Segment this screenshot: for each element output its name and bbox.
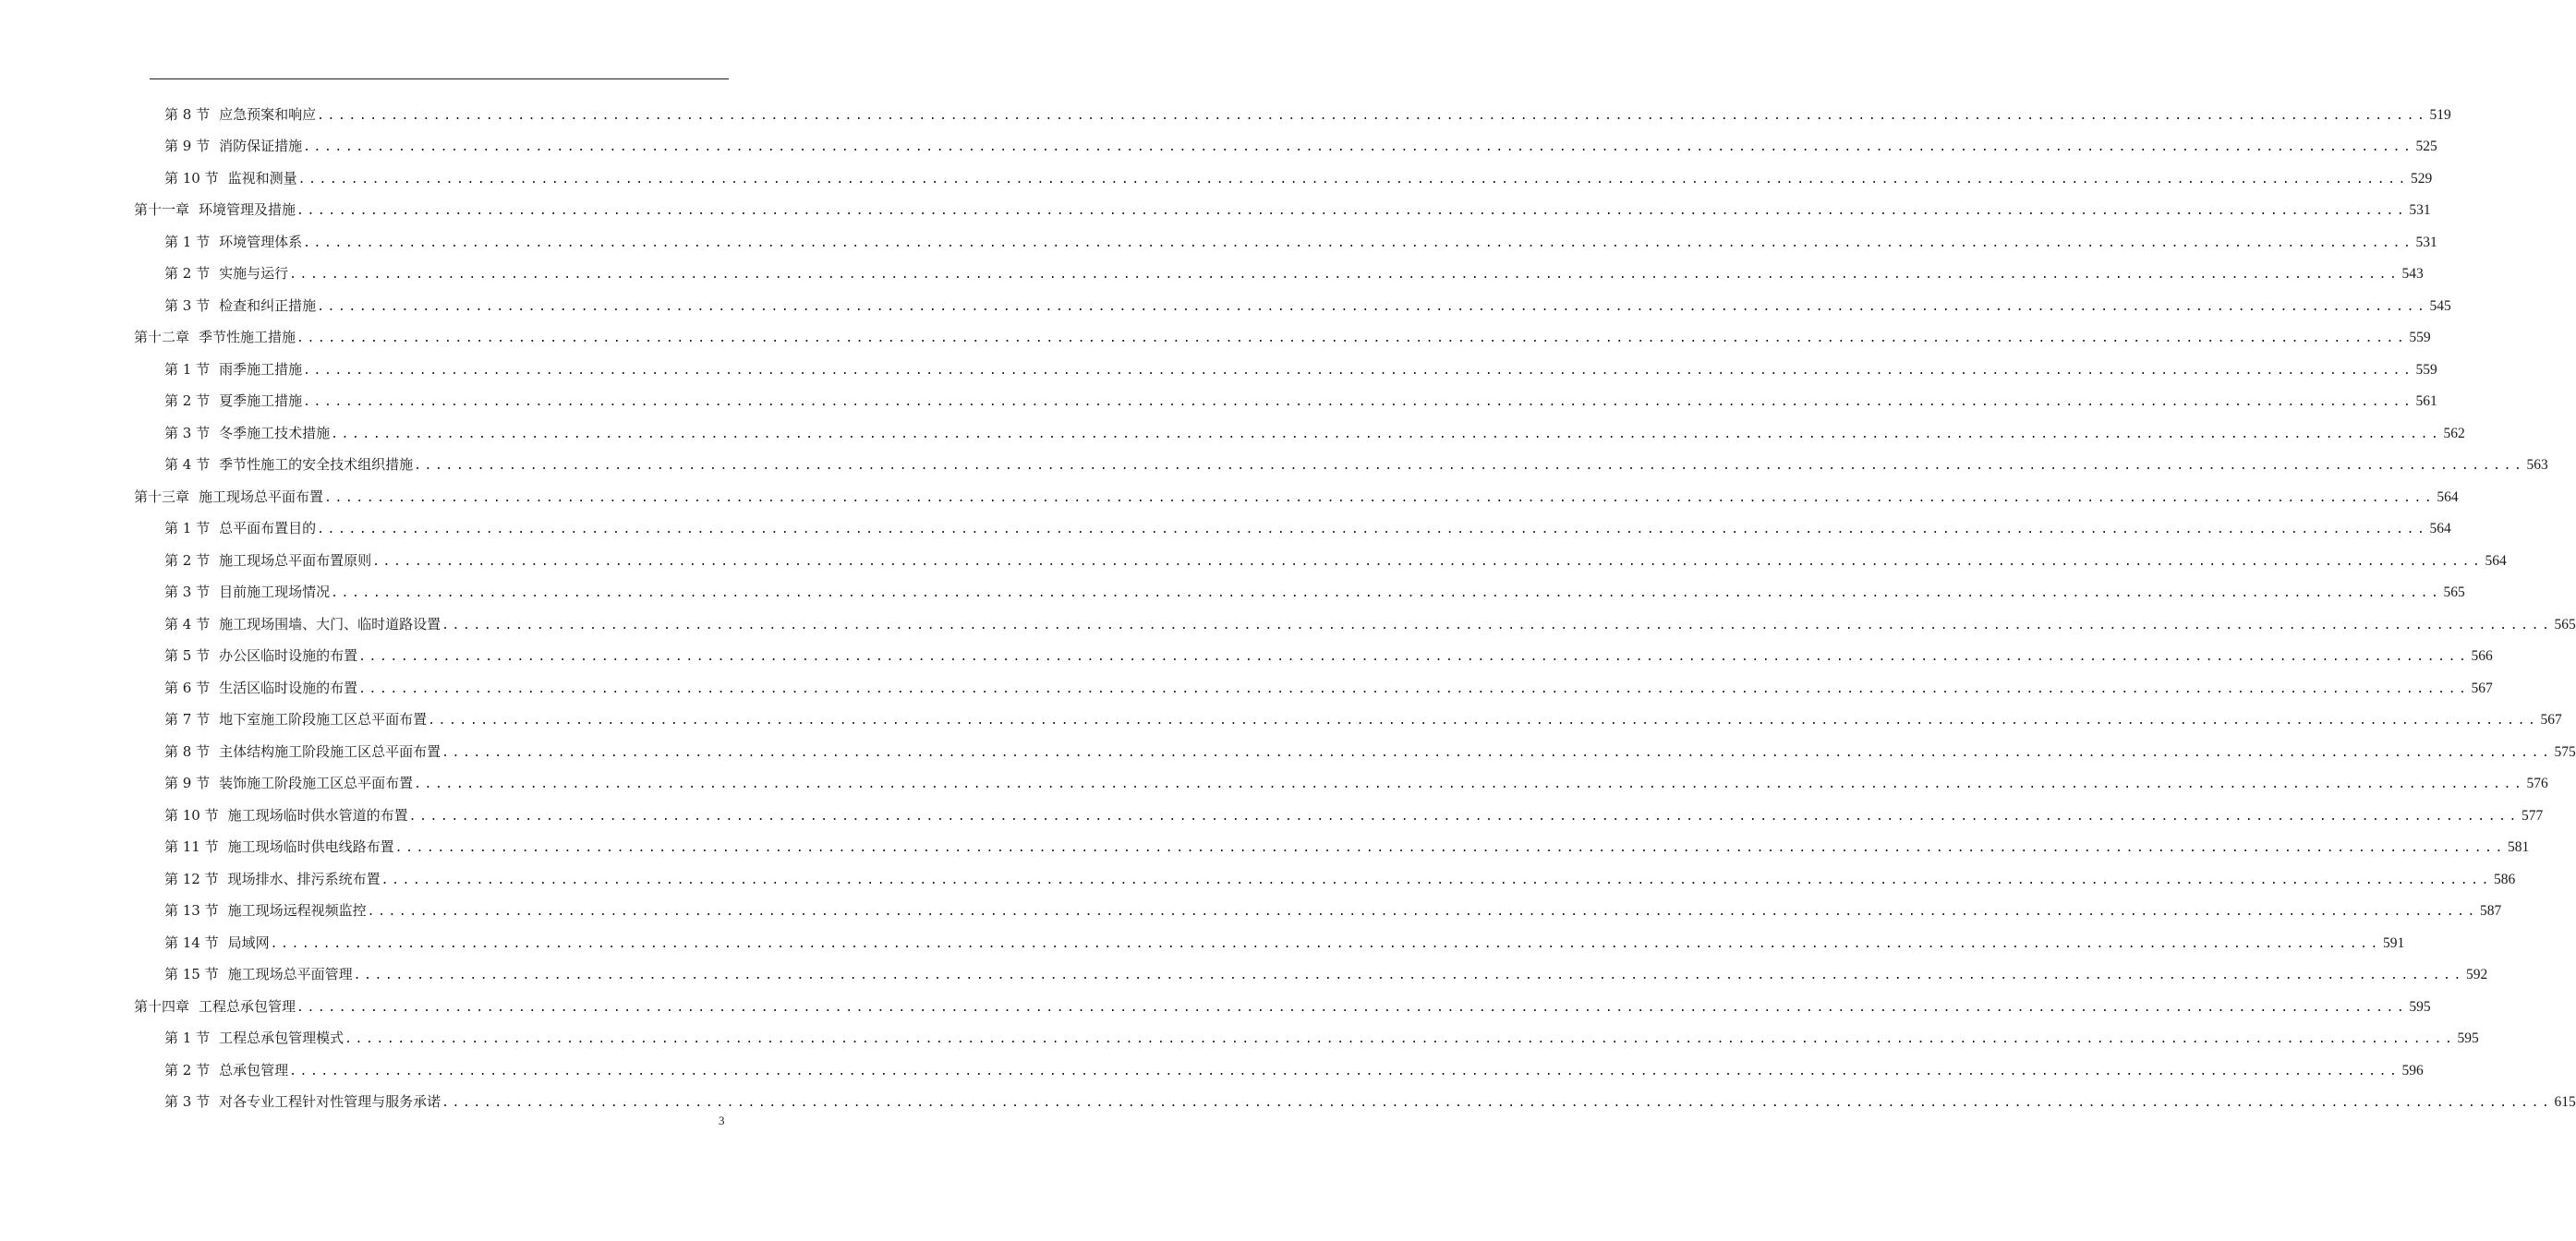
toc-entry-number: 第 1 节 [164, 233, 211, 250]
toc-dot-leader: ........................................................................................................................................................................................................ [345, 1032, 2456, 1047]
toc-section-entry[interactable] [0, 671, 2493, 704]
toc-entry-page: 586 [2493, 871, 2516, 887]
toc-dot-leader: ........................................................................................................................................................................................................ [358, 681, 2470, 696]
toc-section-entry[interactable] [0, 512, 2451, 545]
toc-entry-number: 第 2 节 [164, 265, 211, 283]
toc-entry-page: 567 [2540, 712, 2562, 729]
toc-entry-title: 雨季施工措施 [219, 360, 303, 378]
toc-entry-line [164, 964, 2488, 983]
toc-entry-number: 第 3 节 [164, 584, 211, 601]
toc-section-entry[interactable] [0, 1054, 2424, 1086]
toc-entry-line [164, 518, 2451, 537]
toc-entry-title: 装饰施工阶段施工区总平面布置 [219, 775, 414, 792]
toc-entry-line [164, 550, 2507, 570]
toc-entry-line [164, 263, 2424, 283]
toc-dot-leader: ........................................................................................................................................................................................................ [358, 650, 2470, 665]
toc-entry-title: 应急预案和响应 [219, 105, 317, 123]
toc-section-entry[interactable] [0, 799, 2544, 831]
toc-entry-number: 第 8 节 [164, 742, 211, 760]
toc-entry-page: 559 [2409, 330, 2431, 346]
toc-entry-line [134, 996, 2431, 1016]
toc-entry-title: 总平面布置目的 [219, 520, 317, 537]
toc-entry-title: 环境管理及措施 [199, 201, 296, 219]
toc-section-entry[interactable] [0, 735, 2576, 767]
toc-entry-page: 543 [2401, 266, 2424, 283]
toc-entry-title: 目前施工现场情况 [219, 584, 331, 601]
toc-entry-line [164, 423, 2465, 442]
toc-entry-page: 519 [2429, 106, 2451, 123]
toc-entry-line [164, 869, 2516, 888]
toc-entry-title: 消防保证措施 [219, 138, 303, 155]
toc-dot-leader: ........................................................................................................................................................................................................ [317, 523, 2428, 537]
toc-section-entry[interactable] [0, 353, 2437, 385]
toc-entry-line [164, 391, 2437, 410]
page-number: 3 [719, 1114, 725, 1127]
toc-dot-leader: ........................................................................................................................................................................................................ [441, 1096, 2553, 1111]
toc-dot-leader: ........................................................................................................................................................................................................ [428, 714, 2539, 729]
toc-entry-line [164, 1060, 2424, 1079]
toc-entry-number: 第 10 节 [164, 169, 219, 187]
toc-entry-number: 第 2 节 [164, 1061, 211, 1078]
toc-entry-title: 现场排水、排污系统布置 [227, 870, 381, 887]
toc-entry-number: 第 8 节 [164, 105, 211, 123]
toc-section-entry[interactable] [0, 385, 2437, 417]
toc-dot-leader: ........................................................................................................................................................................................................ [303, 235, 2414, 250]
toc-entry-number: 第 1 节 [164, 520, 211, 537]
toc-entry-title: 施工现场总平面布置 [199, 488, 324, 505]
toc-entry-line [164, 232, 2437, 251]
toc-entry-line [134, 487, 2459, 506]
toc-section-entry[interactable] [0, 162, 2433, 194]
toc-entry-page: 562 [2443, 425, 2465, 441]
toc-entry-line [164, 1028, 2479, 1047]
toc-entry-page: 525 [2415, 139, 2437, 155]
toc-entry-number: 第 4 节 [164, 456, 211, 474]
toc-entry-title: 办公区临时设施的布置 [219, 647, 358, 665]
toc-entry-page: 565 [2554, 616, 2576, 633]
toc-entry-title: 检查和纠正措施 [219, 296, 317, 314]
toc-entry-line [164, 614, 2576, 633]
toc-entry-title: 实施与运行 [219, 265, 289, 283]
toc-dot-leader: ........................................................................................................................................................................................................ [303, 395, 2414, 410]
toc-dot-leader: ........................................................................................................................................................................................................ [331, 427, 2442, 441]
toc-entry-number: 第 3 节 [164, 296, 211, 314]
toc-entry-number: 第 5 节 [164, 647, 211, 665]
toc-dot-leader: ........................................................................................................................................................................................................ [317, 299, 2428, 314]
toc-dot-leader: ........................................................................................................................................................................................................ [289, 1064, 2401, 1078]
toc-entry-page: 592 [2465, 967, 2488, 983]
toc-entry-number: 第 3 节 [164, 1093, 211, 1111]
toc-entry-line [164, 295, 2451, 315]
toc-entry-number: 第 2 节 [164, 392, 211, 410]
toc-entry-number: 第 13 节 [164, 902, 219, 920]
toc-section-entry[interactable] [0, 608, 2576, 640]
toc-entry-line [134, 327, 2431, 346]
toc-entry-title: 施工现场围墙、大门、临时道路设置 [219, 615, 441, 633]
toc-entry-line [164, 837, 2530, 856]
toc-entry-page: 596 [2401, 1062, 2424, 1078]
toc-section-entry[interactable] [0, 704, 2562, 736]
toc-entry-page: 565 [2443, 584, 2465, 601]
toc-entry-title: 冬季施工技术措施 [219, 424, 331, 441]
toc-entry-title: 施工现场总平面布置原则 [219, 551, 372, 569]
toc-entry-title: 环境管理体系 [219, 233, 303, 250]
toc-entry-title: 局域网 [227, 934, 270, 951]
toc-entry-title: 季节性施工措施 [199, 329, 296, 346]
toc-entry-page: 577 [2521, 807, 2544, 824]
toc-entry-number: 第 10 节 [164, 806, 219, 824]
toc-dot-leader: ........................................................................................................................................................................................................ [381, 873, 2492, 887]
toc-section-entry[interactable] [0, 258, 2424, 290]
toc-entry-title: 施工现场临时供电线路布置 [227, 838, 394, 856]
toc-chapter-entry[interactable] [0, 194, 2431, 226]
toc-entry-page: 581 [2507, 839, 2530, 856]
toc-entry-page: 564 [2485, 552, 2507, 569]
toc-entry-page: 591 [2382, 934, 2405, 951]
toc-dot-leader: ........................................................................................................................................................................................................ [441, 618, 2553, 633]
toc-entry-number: 第十一章 [134, 201, 190, 219]
toc-entry-number: 第 1 节 [164, 1030, 211, 1047]
toc-entry-line [164, 741, 2576, 761]
toc-section-entry[interactable] [0, 926, 2405, 958]
table-of-contents [0, 98, 2576, 1117]
toc-entry-number: 第 12 节 [164, 870, 219, 887]
toc-entry-page: 545 [2429, 297, 2451, 314]
toc-dot-leader: ........................................................................................................................................................................................................ [414, 459, 2525, 474]
toc-section-entry[interactable] [0, 130, 2437, 163]
toc-entry-line [164, 104, 2451, 124]
toc-entry-line [134, 199, 2431, 219]
toc-entry-number: 第 11 节 [164, 838, 219, 856]
toc-section-entry[interactable] [0, 831, 2530, 863]
toc-entry-page: 587 [2479, 903, 2502, 920]
toc-entry-line [164, 136, 2437, 155]
toc-section-entry[interactable] [0, 767, 2548, 800]
toc-entry-number: 第 3 节 [164, 424, 211, 441]
toc-dot-leader: ........................................................................................................................................................................................................ [296, 204, 2408, 219]
toc-dot-leader: ........................................................................................................................................................................................................ [303, 363, 2414, 378]
toc-entry-page: 529 [2410, 170, 2433, 187]
toc-entry-number: 第 9 节 [164, 138, 211, 155]
toc-entry-title: 工程总承包管理模式 [219, 1030, 345, 1047]
toc-entry-line [164, 678, 2493, 697]
toc-entry-title: 生活区临时设施的布置 [219, 679, 358, 696]
toc-entry-number: 第 14 节 [164, 934, 219, 951]
toc-entry-page: 559 [2415, 361, 2437, 378]
toc-entry-line [164, 359, 2437, 379]
toc-entry-number: 第 6 节 [164, 679, 211, 696]
toc-entry-number: 第十二章 [134, 329, 190, 346]
toc-entry-page: 615 [2554, 1094, 2576, 1111]
toc-entry-line [164, 645, 2493, 665]
toc-entry-title: 工程总承包管理 [199, 997, 296, 1015]
toc-section-entry[interactable] [0, 544, 2507, 576]
toc-entry-page: 575 [2554, 743, 2576, 760]
toc-entry-line [164, 805, 2544, 825]
toc-entry-number: 第十四章 [134, 997, 190, 1015]
toc-section-entry[interactable] [0, 289, 2451, 321]
toc-entry-title: 总承包管理 [219, 1061, 289, 1078]
toc-chapter-entry[interactable] [0, 321, 2431, 354]
toc-dot-leader: ........................................................................................................................................................................................................ [324, 490, 2436, 505]
toc-dot-leader: ........................................................................................................................................................................................................ [372, 554, 2484, 569]
toc-entry-number: 第 15 节 [164, 966, 219, 983]
toc-entry-number: 第 7 节 [164, 711, 211, 729]
toc-section-entry[interactable] [0, 640, 2493, 672]
toc-dot-leader: ........................................................................................................................................................................................................ [353, 969, 2464, 983]
toc-chapter-entry[interactable] [0, 990, 2431, 1022]
toc-section-entry[interactable] [0, 958, 2488, 991]
toc-dot-leader: ........................................................................................................................................................................................................ [414, 777, 2525, 792]
toc-dot-leader: ........................................................................................................................................................................................................ [408, 809, 2520, 824]
toc-entry-page: 595 [2409, 998, 2431, 1015]
toc-entry-line [164, 709, 2562, 729]
toc-entry-title: 对各专业工程针对性管理与服务承诺 [219, 1093, 441, 1111]
toc-section-entry[interactable] [0, 1022, 2479, 1054]
toc-entry-page: 531 [2409, 202, 2431, 219]
toc-entry-line [164, 1091, 2576, 1111]
toc-entry-title: 主体结构施工阶段施工区总平面布置 [219, 742, 441, 760]
toc-entry-title: 夏季施工措施 [219, 392, 303, 410]
toc-entry-page: 531 [2415, 234, 2437, 250]
header-rule [150, 78, 729, 79]
toc-section-entry[interactable] [0, 1086, 2576, 1118]
toc-entry-title: 季节性施工的安全技术组织措施 [219, 456, 414, 474]
toc-section-entry[interactable] [0, 98, 2451, 130]
toc-entry-number: 第十三章 [134, 488, 190, 505]
toc-entry-line [164, 933, 2405, 952]
toc-entry-page: 564 [2429, 521, 2451, 537]
toc-entry-page: 561 [2415, 393, 2437, 410]
toc-entry-page: 564 [2437, 488, 2459, 505]
toc-chapter-entry[interactable] [0, 480, 2459, 512]
toc-dot-leader: ........................................................................................................................................................................................................ [297, 172, 2409, 187]
toc-section-entry[interactable] [0, 416, 2465, 449]
toc-entry-page: 563 [2526, 457, 2548, 474]
toc-section-entry[interactable] [0, 225, 2437, 258]
toc-entry-line [164, 582, 2465, 601]
toc-dot-leader: ........................................................................................................................................................................................................ [367, 905, 2478, 920]
toc-entry-line [164, 454, 2548, 474]
toc-entry-title: 施工现场远程视频监控 [227, 902, 367, 920]
toc-entry-page: 576 [2526, 776, 2548, 792]
toc-entry-title: 地下室施工阶段施工区总平面布置 [219, 711, 428, 729]
toc-dot-leader: ........................................................................................................................................................................................................ [296, 1000, 2408, 1015]
toc-dot-leader: ........................................................................................................................................................................................................ [289, 268, 2401, 283]
toc-dot-leader: ........................................................................................................................................................................................................ [303, 140, 2414, 155]
toc-entry-number: 第 2 节 [164, 551, 211, 569]
toc-entry-title: 施工现场临时供水管道的布置 [227, 806, 408, 824]
toc-dot-leader: ........................................................................................................................................................................................................ [394, 841, 2506, 856]
toc-entry-title: 监视和测量 [227, 169, 297, 187]
toc-section-entry[interactable] [0, 576, 2465, 608]
toc-entry-line [164, 900, 2502, 920]
toc-entry-page: 566 [2471, 648, 2493, 665]
toc-entry-line [164, 773, 2548, 792]
toc-section-entry[interactable] [0, 895, 2502, 927]
toc-entry-page: 567 [2471, 680, 2493, 696]
toc-section-entry[interactable] [0, 862, 2516, 895]
toc-entry-title: 施工现场总平面管理 [227, 966, 353, 983]
toc-dot-leader: ........................................................................................................................................................................................................ [331, 586, 2442, 601]
toc-dot-leader: ........................................................................................................................................................................................................ [296, 331, 2408, 346]
toc-dot-leader: ........................................................................................................................................................................................................ [270, 936, 2381, 951]
toc-dot-leader: ........................................................................................................................................................................................................ [441, 745, 2553, 760]
toc-entry-number: 第 4 节 [164, 615, 211, 633]
toc-section-entry[interactable] [0, 449, 2548, 481]
toc-dot-leader: ........................................................................................................................................................................................................ [317, 108, 2428, 123]
toc-entry-page: 595 [2457, 1030, 2479, 1047]
toc-entry-number: 第 1 节 [164, 360, 211, 378]
toc-entry-number: 第 9 节 [164, 775, 211, 792]
toc-entry-line [164, 168, 2433, 187]
